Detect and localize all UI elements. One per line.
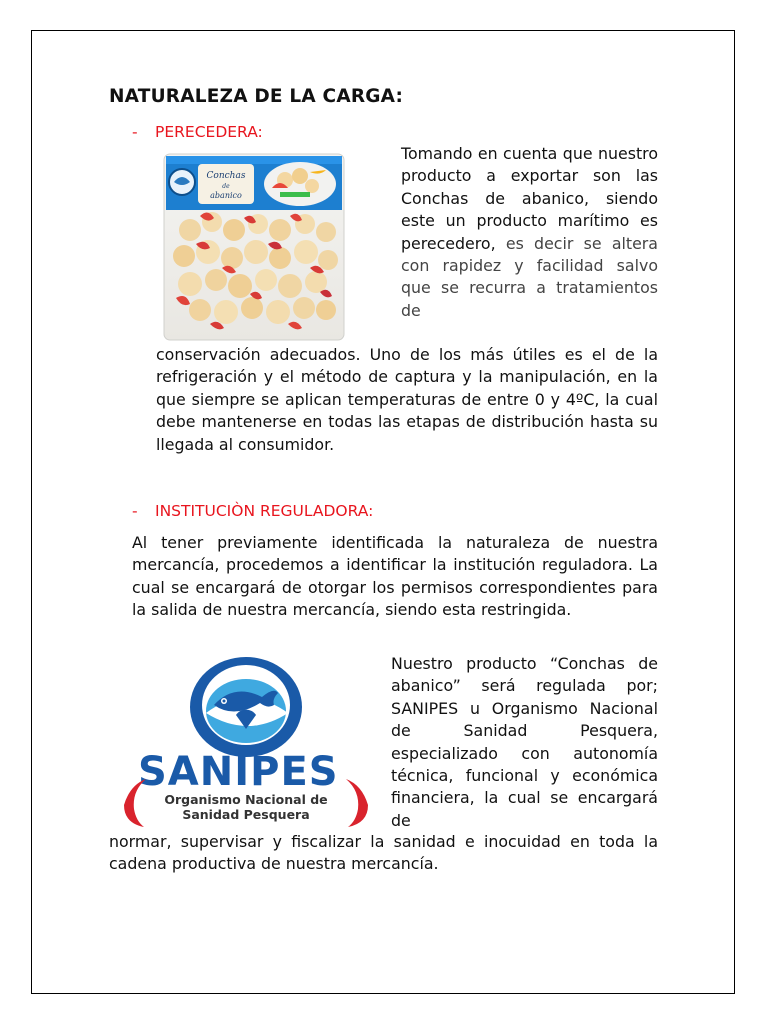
perecedera-paragraph-top [401, 143, 658, 322]
section-heading-perecedera [132, 123, 263, 141]
scallops-package-image [160, 152, 348, 344]
sanipes-paragraph-bottom: normar, supervisar y fiscalizar la sanidad e inocuidad en toda la cadena productiva de nuestra mercancía. [109, 832, 658, 874]
package-label-line3: abanico [210, 191, 242, 200]
section-label: PERECEDERA: [155, 123, 263, 141]
section-heading-institucion [132, 502, 373, 520]
sanipes-paragraph-top: Nuestro producto “Conchas de abanico” será regulada por; SANIPES u Organismo Nacional de Sanidad Pesquera, especializado con autonomía técnica, funcional y económica financiera, la cual se encargará de [391, 654, 658, 830]
package-label-line1: Conchas [206, 171, 246, 181]
section-label: INSTITUCIÒN REGULADORA: [155, 502, 374, 520]
sanipes-logo [122, 655, 374, 833]
logo-subtitle-line2: Sanidad Pesquera [182, 807, 310, 822]
institucion-paragraph: Al tener previamente identificada la naturaleza de nuestra mercancía, procedemos a identificar la institución reguladora. La cual se encargará de otorgar los permisos correspondientes para la salida de nuestra mercancía, siendo esta restringida. [132, 533, 658, 620]
perecedera-paragraph-bottom: conservación adecuados. Uno de los más útiles es el de la refrigeración y el método de captura y la manipulación, en la que siempre se aplican temperaturas de entre 0 y 4ºC, la cual debe mantenerse en todas las etapas de distribución hasta su llegada al consumidor. [156, 345, 658, 454]
perecedera-text-main: Tomando en cuenta que nuestro producto a exportar son las Conchas de abanico, siendo este un producto marítimo es perecedero, [401, 144, 658, 253]
package-label-line2: de [222, 183, 230, 190]
bullet-dash: - [132, 123, 138, 141]
logo-wordmark: SANIPES [138, 749, 339, 795]
page-title: NATURALEZA DE LA CARGA: [109, 86, 404, 107]
bullet-dash: - [132, 502, 138, 520]
logo-subtitle-line1: Organismo Nacional de [164, 792, 328, 807]
perecedera-text-continuation: es decir se altera con rapidez y facilidad salvo que se recurra a tratamientos de [401, 233, 658, 320]
